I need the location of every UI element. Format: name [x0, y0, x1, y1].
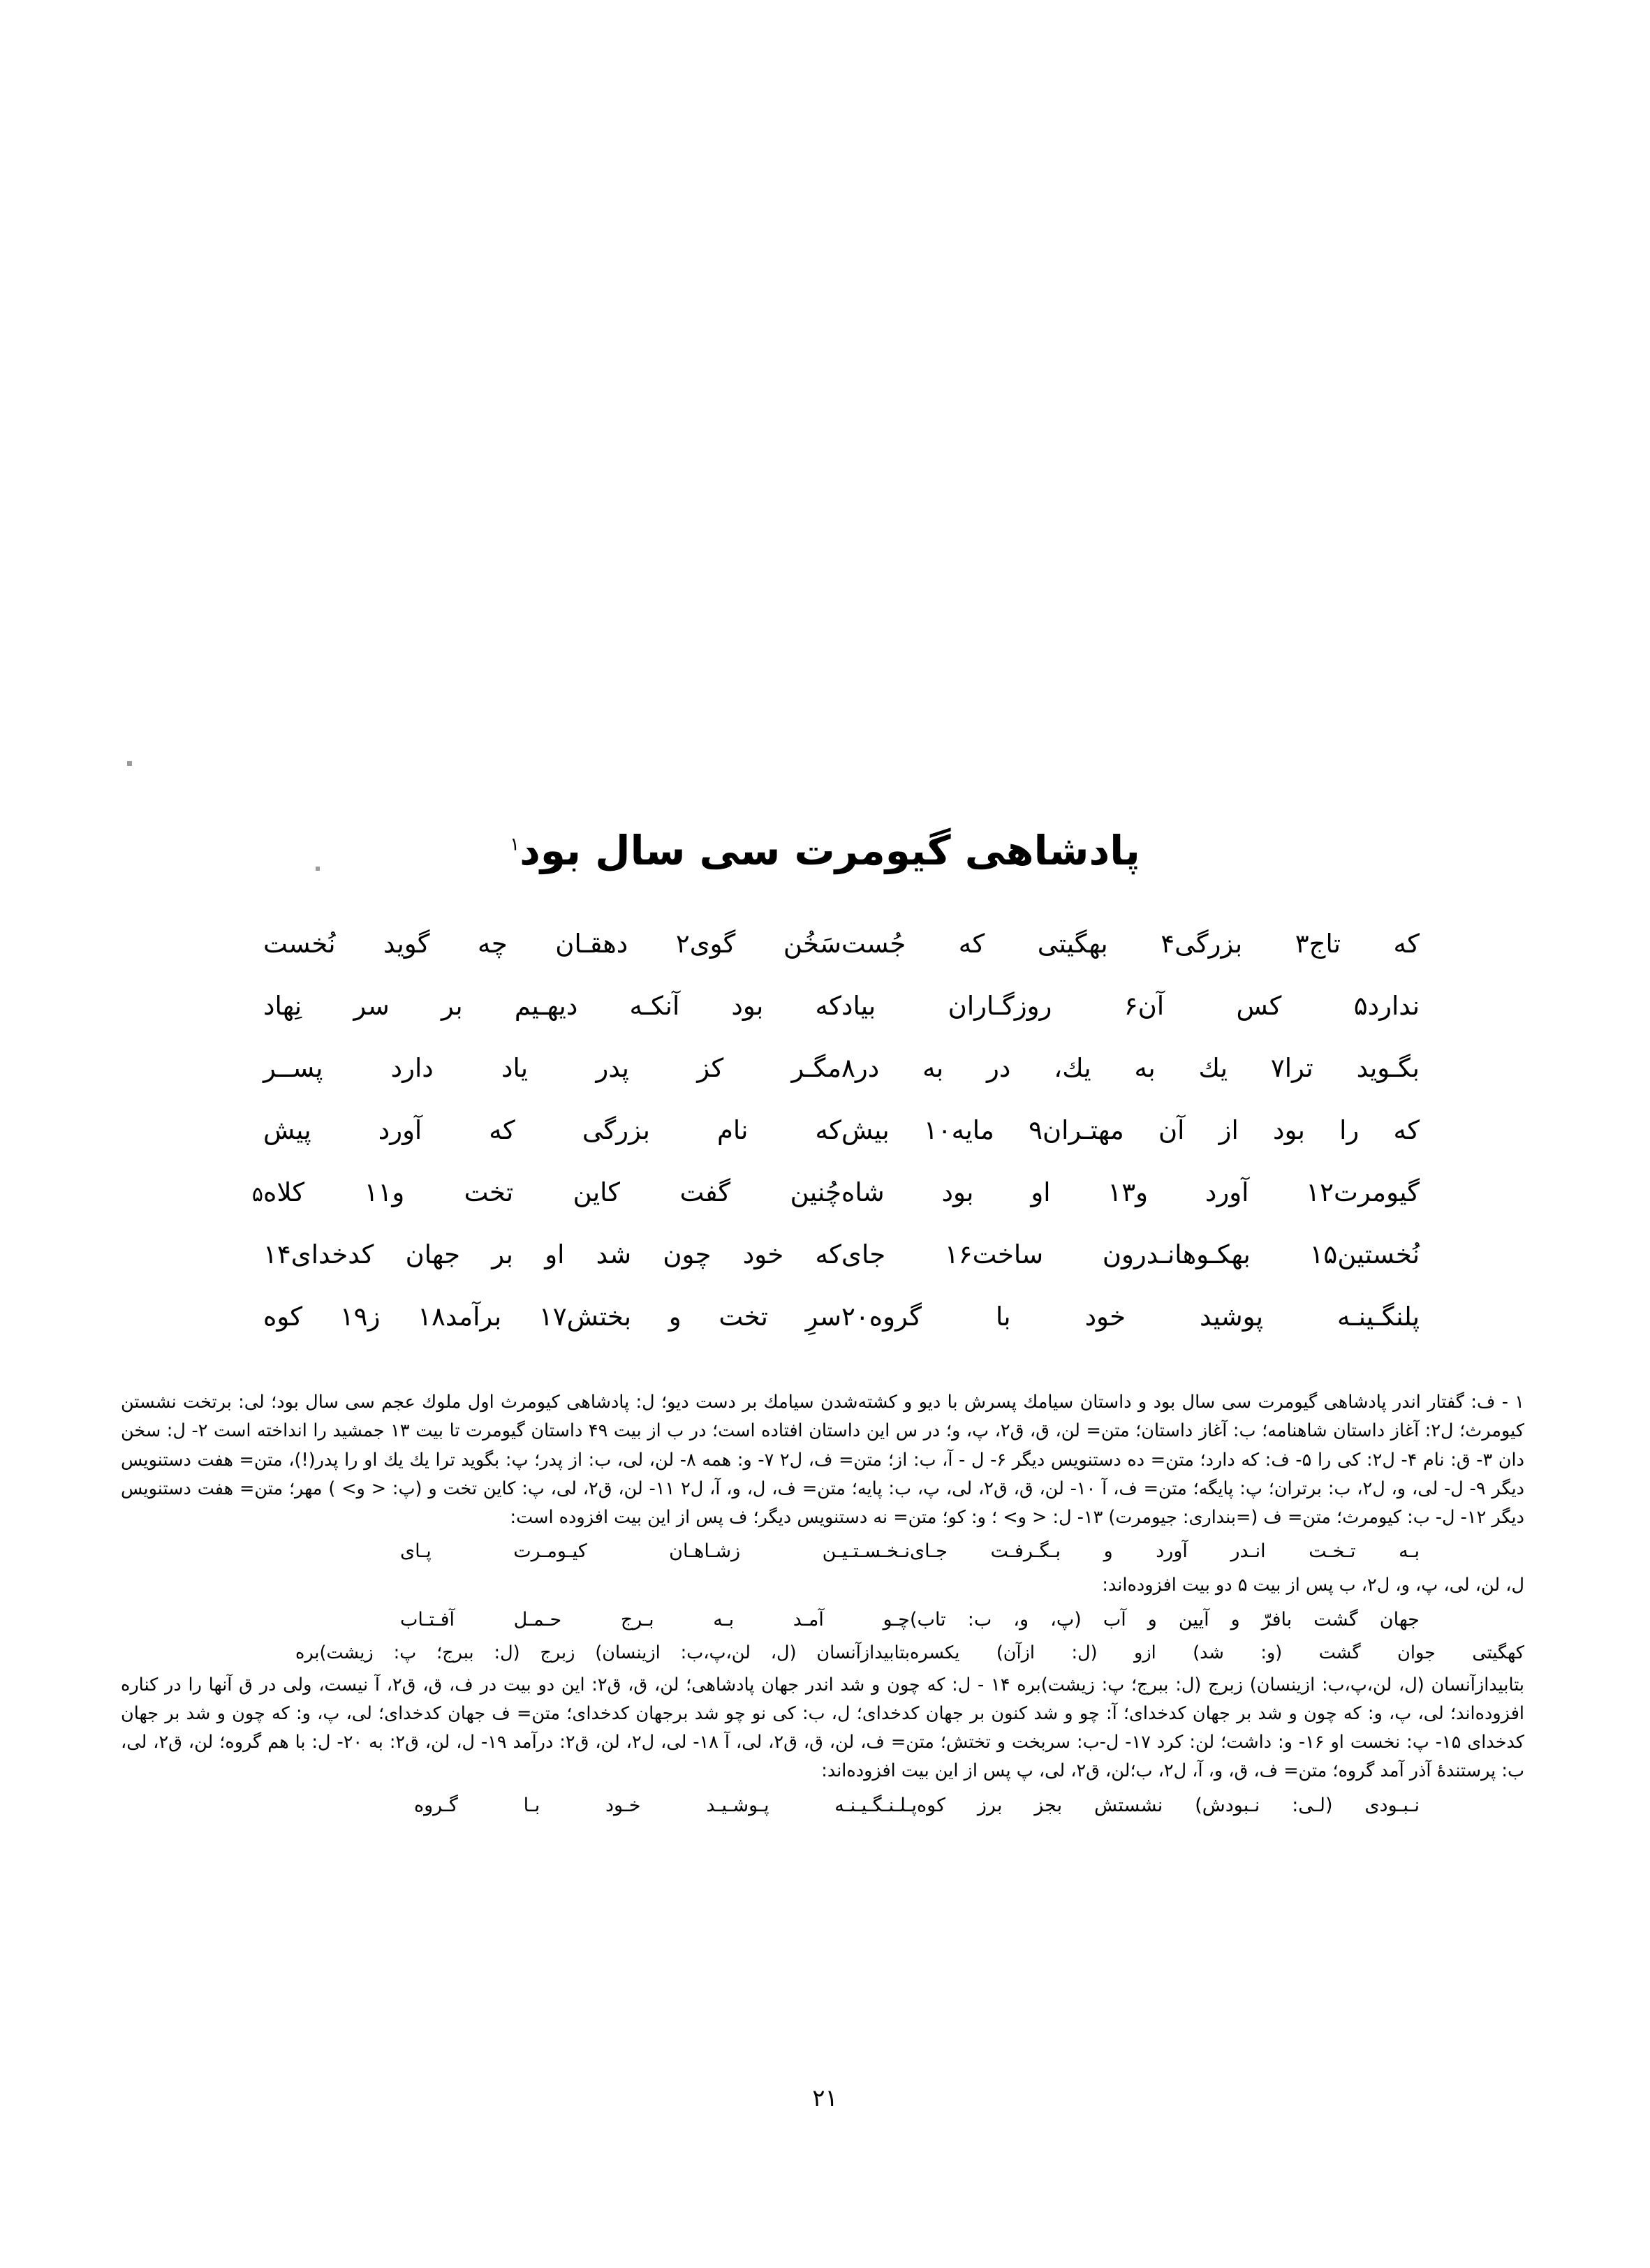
verse-line — [233, 991, 1420, 1053]
verse-block — [233, 929, 1420, 1364]
apparatus-inset-verse — [372, 1536, 1420, 1567]
verse-line — [233, 1239, 1420, 1302]
inset-hemistich-left: جهان گشت بافرّ و آیین و آب (پ، و، ب: تاب) — [910, 1608, 1420, 1630]
hemistich-left: نُخستین۱۵ بهکـوهانـدرون ساخت۱۶ جای — [841, 1239, 1420, 1269]
critical-apparatus — [121, 1388, 1524, 1825]
verse-number — [233, 948, 263, 952]
verse-number — [233, 1135, 263, 1139]
hemistich-right: سرِ تخت و بختش۱۷ برآمد۱۸ ز۱۹ کوه — [263, 1302, 841, 1332]
verse-number — [233, 1073, 263, 1077]
verse-line — [233, 1053, 1420, 1115]
hemistich-right: چُنین گفت کاین تخت و۱۱ کلاه — [263, 1177, 841, 1207]
hemistich-left: بگـوید ترا۷ یك به یك، در به در۸ — [841, 1053, 1420, 1083]
inset-hemistich-right: بتابیدازآنسان (ل، لن،پ،ب: ازینسان) زبرج (ل: ببرج؛ پ: زیشت)بره — [295, 1642, 910, 1664]
hemistich-right: مگـر کز پدر یاد دارد پســر — [263, 1053, 841, 1083]
hemistich-right: که خود چون شد او بر جهان کدخدای۱۴ — [263, 1239, 841, 1269]
inset-hemistich-right: چـو آمـد بـه بـرج حـمـل آفـتـاب — [400, 1608, 910, 1630]
hemistich-right: که بود آنکـه دیهـیم بر سر نِهاد — [263, 991, 841, 1021]
verse-number — [233, 1259, 263, 1263]
hemistich-left: ندارد۵ کس آن۶ روزگـاران بیاد — [841, 991, 1420, 1021]
apparatus-paragraph: ل، لن، لی، پ، و، ل۲، ب پس از بیت ۵ دو بیت افزوده‌اند: — [1102, 1575, 1524, 1596]
page-title — [0, 827, 1650, 876]
verse-number: ۵ — [251, 1182, 263, 1207]
scan-speck — [127, 761, 132, 766]
hemistich-left: پلنگـینـه پوشید خود با گروه۲۰ — [841, 1302, 1420, 1332]
inset-hemistich-left: بـه تـخـت انـدر آورد و بـگـرفـت جـای — [910, 1540, 1420, 1563]
hemistich-right: که نام بزرگی که آورد پیش — [263, 1115, 841, 1145]
title-footnote-marker: ۱ — [510, 834, 520, 855]
hemistich-left: که را بود از آن مهتـران۹ مایه۱۰ بیش — [841, 1115, 1420, 1145]
apparatus-inset-verse — [372, 1605, 1420, 1635]
apparatus-paragraph: بتابیدازآنسان (ل، لن،پ،ب: ازینسان) زبرج (ل: ببرج؛ پ: زیشت)بره ۱۴ - ل: که چون و شد اندر جهان پادشاهی؛ لن، ق، ق۲: این دو بیت در ف، ق، ق۲، آ نیست، ولی در ق آنها را در کناره افزوده‌اند؛ لی، پ، و: که چون و شد بر جهان کدخدای؛ آ: چو و شد کنون بر جهان کدخدای؛ ل، ب: کی نو چو شد برجهان کدخدای؛ متن= ف جهان کدخدای؛ لی، پ، و: که چون و شد بر جهان کدخدای ۱۵- پ: نخست او ۱۶- و: داشت؛ لن: کرد ۱۷- ل-ب: سربخت و تختش؛ متن= ف، لن، ق، ق۲، لی، آ ۱۸- لی، ل۲، لن، ق۲: درآمد ۱۹- ل، لن، ق۲: به ۲۰- ل: با هم گروه؛ لن، ق۲، لی، ب: پرستندۀ آذر آمد گروه؛ متن= ف، ق، و، آ، ل۲، ب؛لن، ق۲، لی، پ پس از این بیت افزوده‌اند: — [121, 1674, 1525, 1782]
inset-hemistich-left: کهگیتی جوان گشت (و: شد) ازو (ل: ازآن) یکسره — [910, 1642, 1524, 1664]
apparatus-inset-verse — [295, 1639, 1524, 1667]
page-title-text: پادشاهی گیومرت سی سال بود — [520, 826, 1140, 874]
apparatus-inset-verse — [372, 1790, 1420, 1821]
hemistich-left: گیومرت۱۲ آورد و۱۳ او بود شاه — [841, 1177, 1420, 1207]
verse-line — [233, 1177, 1420, 1239]
inset-hemistich-right: نـخـسـتـیـن زشـاهـان کیـومـرت پـای — [400, 1540, 910, 1563]
inset-hemistich-left: نـبـودی (لـی: نـبودش) نشستش بجز برز کوه — [917, 1794, 1420, 1816]
verse-number — [233, 1321, 263, 1325]
verse-line — [233, 929, 1420, 991]
verse-line — [233, 1115, 1420, 1177]
inset-hemistich-right: پـلـنـگـیـنـه پـوشـیـد خـود بـا گـروه — [414, 1794, 917, 1816]
hemistich-left: که تاج۳ بزرگی۴ بهگیتی که جُست — [841, 929, 1420, 959]
apparatus-paragraph: ۱ - ف: گفتار اندر پادشاهی گیومرت سی سال بود و داستان سیامك پسرش با دیو و کشته‌شدن سیامك بر دست دیو؛ ل: پادشاهی کیومرث اول ملوك عجم سی سال بود؛ لی: برتخت نشستن کیومرث؛ ل۲: آغاز داستان شاهنامه؛ ب: آغاز داستان؛ متن= لن، ق، ق۲، پ، و؛ در س این داستان افتاده است؛ در ب از بیت ۴۹ داستان گیومرت تا بیت ۱۳ جمشید را انداخته است ۲- ل: سخن دان ۳- ق: نام ۴- ل۲: کی را ۵- ف: که دارد؛ متن= ده دستنویس دیگر ۶- ل - آ، ب: از؛ متن= ف، ل۲ ۷- و: همه ۸- لن، لی، ب: از پدر؛ پ: بگوید ترا یك یك او را پدر(!)، متن= هفت دستنویس دیگر ۹- ل- لی، و، ل۲، ب: برتران؛ پ: پایگه؛ متن= ف، آ ۱۰- لن، ق، ق۲، لی، پ، ب: پایه؛ متن= ف، ل، و، آ، ل۲ ۱۱- لن، ق۲، لی، پ: کاین تخت و (پ: < و> ) مهر؛ متن= هفت دستنویس دیگر ۱۲- ل- ب: کیومرث؛ متن= ف (=بنداری: جیومرت) ۱۳- ل: < و> ؛ و: کو؛ متن= نه دستنویس دیگر؛ ف پس از این بیت افزوده است: — [121, 1392, 1525, 1529]
verse-number — [233, 1010, 263, 1015]
verse-line — [233, 1302, 1420, 1364]
page-number: ۲۱ — [812, 2084, 838, 2112]
hemistich-right: سَخُن گوی۲ دهقـان چه گوید نُخست — [263, 929, 841, 959]
